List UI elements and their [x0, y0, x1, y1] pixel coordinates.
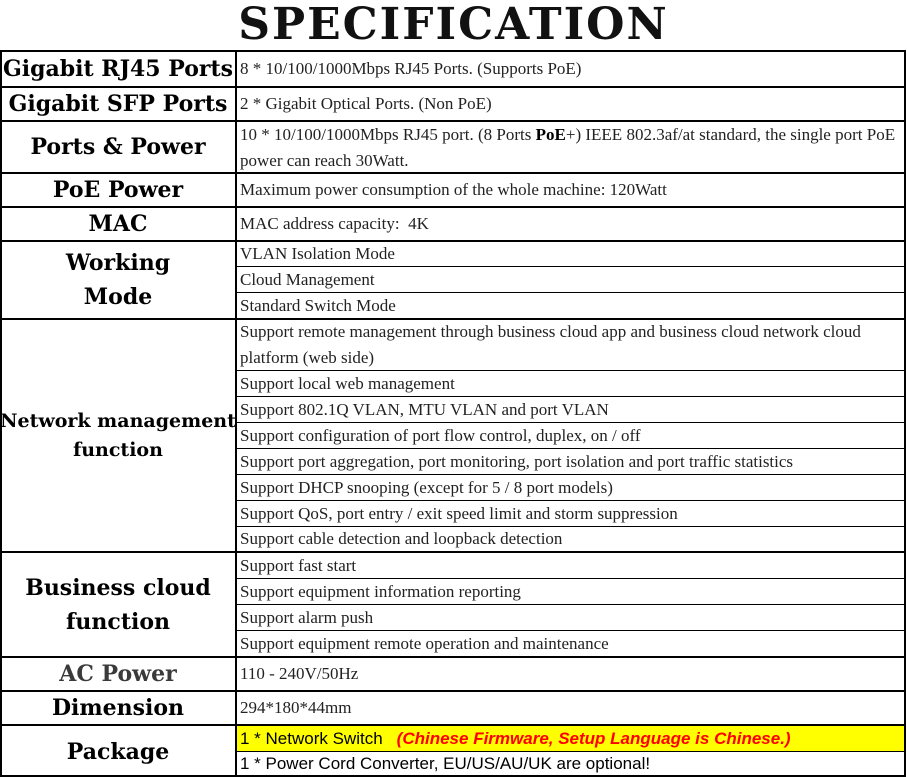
business-cloud-item: Support equipment information reporting: [240, 581, 521, 601]
label-working-mode: [0, 242, 236, 318]
value-mac: MAC address capacity: 4K: [240, 214, 429, 233]
label-network-management: [0, 320, 236, 551]
ports-power-text-rest: +) IEEE 802.3af/at standard, the single port PoE power can reach 30Watt.: [240, 125, 896, 170]
package-warning-note: (Chinese Firmware, Setup Language is Chinese.): [396, 728, 791, 748]
network-management-item: Support 802.1Q VLAN, MTU VLAN and port VLAN: [240, 399, 609, 419]
network-management-item: Support DHCP snooping (except for 5 / 8 port models): [240, 477, 613, 497]
label-poe-power: PoE Power: [52, 177, 184, 203]
network-management-item: Support QoS, port entry / exit speed limit and storm suppression: [240, 503, 678, 523]
label-working-mode-line2: Mode: [83, 284, 153, 310]
working-mode-item: Cloud Management: [240, 269, 375, 289]
value-ac-power: 110 - 240V/50Hz: [240, 664, 359, 683]
value-dimension: 294*180*44mm: [240, 698, 352, 717]
network-management-item: Support remote management through business cloud app and business cloud network cloud platform (web side): [240, 322, 861, 367]
working-mode-item: Standard Switch Mode: [240, 295, 396, 315]
value-sfp: 2 * Gigabit Optical Ports. (Non PoE): [240, 94, 492, 113]
network-management-item: Support cable detection and loopback detection: [240, 529, 563, 548]
label-dimension: Dimension: [51, 695, 185, 721]
label-business-cloud: [0, 553, 236, 656]
label-working-mode-line1: Working: [65, 250, 171, 276]
value-poe-power: Maximum power consumption of the whole machine: 120Watt: [240, 180, 667, 199]
label-network-management-line2: function: [73, 438, 163, 461]
value-rj45: 8 * 10/100/1000Mbps RJ45 Ports. (Supports PoE): [240, 59, 582, 78]
value-ports-power: [240, 122, 903, 172]
label-mac: MAC: [88, 211, 148, 237]
label-ac-power: AC Power: [59, 661, 177, 687]
network-management-item: Support configuration of port flow control, duplex, on / off: [240, 425, 641, 445]
business-cloud-item: Support equipment remote operation and maintenance: [240, 633, 609, 653]
label-business-cloud-line2: function: [65, 608, 171, 635]
ports-power-text: 10 * 10/100/1000Mbps RJ45 port. (8 Ports: [240, 125, 536, 144]
working-mode-item: VLAN Isolation Mode: [240, 243, 395, 263]
package-item: 1 * Power Cord Converter, EU/US/AU/UK are optional!: [240, 754, 651, 773]
label-network-management-line1: Network management: [0, 409, 236, 432]
label-rj45: Gigabit RJ45 Ports: [2, 56, 234, 82]
business-cloud-item: Support alarm push: [240, 607, 374, 627]
package-item-text: 1 * Network Switch: [240, 728, 383, 748]
network-management-item: Support port aggregation, port monitoring, port isolation and port traffic statistics: [240, 451, 794, 471]
package-item: [240, 726, 903, 751]
label-business-cloud-line1: Business cloud: [25, 574, 211, 601]
label-package: Package: [66, 738, 170, 765]
network-management-item: Support local web management: [240, 373, 455, 393]
page-title: SPECIFICATION: [238, 0, 669, 50]
label-ports-power: Ports & Power: [30, 134, 206, 160]
business-cloud-item: Support fast start: [240, 555, 357, 575]
label-sfp: Gigabit SFP Ports: [8, 91, 228, 117]
ports-power-bold: PoE: [535, 125, 566, 144]
